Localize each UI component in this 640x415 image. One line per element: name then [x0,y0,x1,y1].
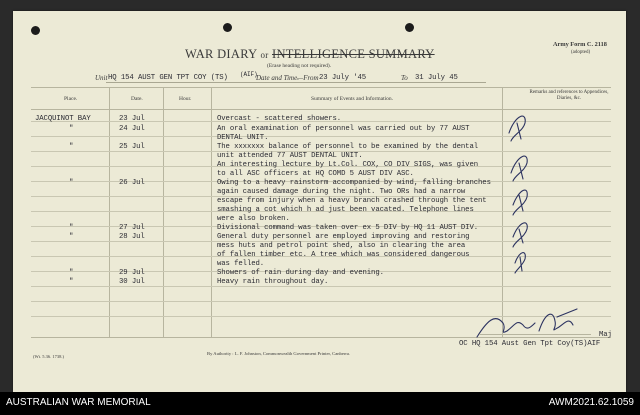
entry-date: 23 Jul [119,115,145,123]
entry-place: " [69,143,74,151]
entry-line: unit attended 77 AUST DENTAL UNIT. [217,152,363,160]
entry-date: 29 Jul [119,269,145,277]
entry-place: " [69,224,74,232]
entry-line: An oral examination of personnel was carried out by 77 AUST [217,125,470,133]
punch-hole [405,23,414,32]
to-label: To [401,74,408,82]
entry-line: mess huts and petrol point shed, also in clearing the area [217,242,466,250]
entry-place: " [69,269,74,277]
entry-line: Divisional command was taken over ex 5 DIV by HQ 11 AUST DIV. [217,224,479,232]
from-label: —From [297,74,319,82]
entry-place: JACQUINOT BAY [35,115,91,123]
form-printing-code: (Wt. 5.36. 1738.) [33,354,64,359]
entry-line: Owing to a heavy rainstorm accompanied by wind, falling branches [217,179,491,187]
entry-date: 24 Jul [119,125,145,133]
entry-place: " [69,125,74,133]
unit-sup: (AIF) [240,71,258,78]
entry-place: " [69,233,74,241]
entry-line: Showers of rain during day and evening. [217,269,384,277]
entry-line: Overcast - scattered showers. [217,115,342,123]
signatory-rank: Maj [599,331,612,339]
entry-line: again caused damage during the night. Two ORs had a narrow [217,188,466,196]
entry-line: was felled. [217,260,265,268]
col-place: Place. [64,96,78,102]
diary-page [13,11,626,392]
entry-place: " [69,179,74,187]
entry-line: were also broken. [217,215,290,223]
archive-footer [0,392,640,415]
unit-value: HQ 154 AUST GEN TPT COY (TS) [108,74,228,82]
col-date: Date. [131,96,143,102]
form-title: WAR DIARY or INTELLIGENCE SUMMARY [185,47,435,61]
from-date: 23 July '45 [319,74,367,82]
col-hour: Hour. [179,96,192,102]
unit-label: Unit [95,74,108,82]
punch-hole [223,23,232,32]
punch-hole [31,26,40,35]
entry-line: An interesting lecture by Lt.Col. COX, CO DIV SIGS, was given [217,161,479,169]
entry-line: The xxxxxxx balance of personnel to be examined by the dental [217,143,479,151]
entry-line: Heavy rain throughout day. [217,278,329,286]
army-form-sub: (adopted) [571,50,591,55]
entry-date: 25 Jul [119,143,145,151]
entry-date: 28 Jul [119,233,145,241]
entry-date: 30 Jul [119,278,145,286]
entry-date: 26 Jul [119,179,145,187]
entry-line: DENTAL UNIT. [217,134,269,142]
col-summary: Summary of Events and Information. [311,96,394,102]
entry-place: " [69,278,74,286]
archive-name: AUSTRALIAN WAR MEMORIAL [6,397,151,408]
entry-line: smashing a cot which h ad just been vacated. Telephone lines [217,206,474,214]
entry-line: of fallen timber etc. A tree which was considered dangerous [217,251,470,259]
entry-line: escape from injury when a heavy branch crashed through the tent [217,197,487,205]
erase-note: (Erase heading not required). [267,63,332,69]
entry-line: to all ASC officers at HQ COMD 5 AUST DIV ASC. [217,170,414,178]
remarks-initials [503,109,543,289]
to-date: 31 July 45 [415,74,458,82]
entry-line: General duty personnel are employed improving and restoring [217,233,470,241]
officer-signature [473,303,593,343]
date-time-label: Date and Time. [256,74,299,82]
archive-reference: AWM2021.62.1059 [548,397,634,408]
col-remarks: Remarks and references to Appendices, Diaries, &c. [529,90,609,101]
army-form-number: Army Form C. 2118 [553,41,607,48]
signatory-designation: OC HQ 154 Aust Gen Tpt Coy(TS)AIF [459,340,601,348]
entry-date: 27 Jul [119,224,145,232]
printer-note: By Authority : L. F. Johnston, Commonwealth Government Printer, Canberra. [207,351,351,356]
